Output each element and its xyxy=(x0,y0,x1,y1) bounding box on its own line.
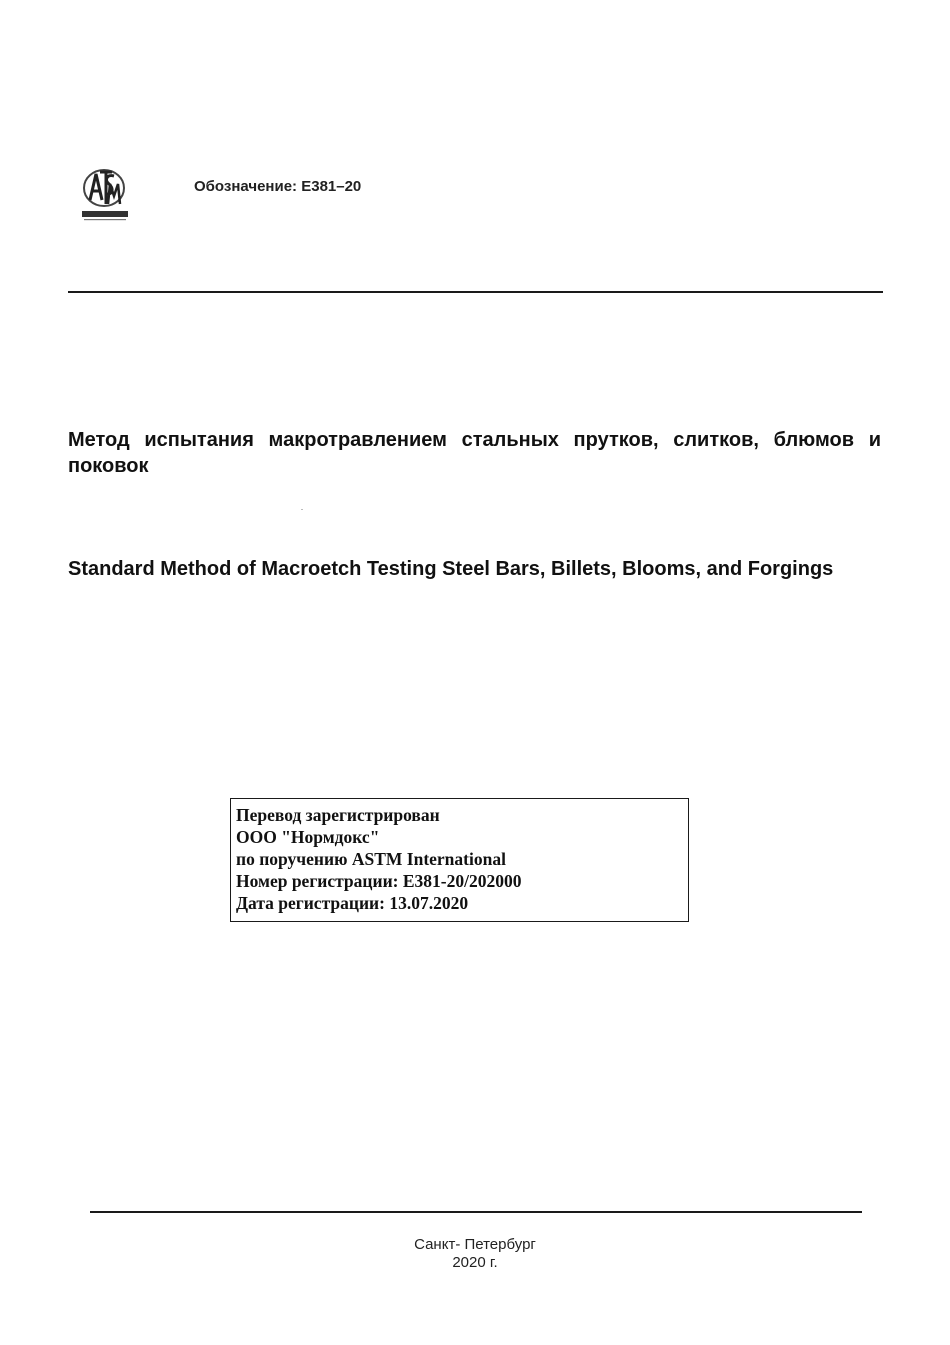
astm-logo-icon xyxy=(78,164,132,224)
title-russian: Метод испытания макротравлением стальных прутков, слитков, блюмов и поковок xyxy=(68,429,881,477)
title-english: Standard Method of Macroetch Testing Steel Bars, Billets, Blooms, and Forgings xyxy=(68,558,834,580)
registration-line: ООО "Нормдокс" xyxy=(236,827,380,847)
registration-line: Дата регистрации: 13.07.2020 xyxy=(236,893,469,913)
bottom-divider xyxy=(90,1211,862,1213)
top-divider xyxy=(68,291,883,293)
registration-line: Номер регистрации: E381-20/202000 xyxy=(236,871,522,891)
registration-line: по поручению ASTM International xyxy=(236,849,506,869)
document-designation: Обозначение: E381–20 xyxy=(194,178,362,195)
footer-city: Санкт- Петербург xyxy=(414,1236,536,1253)
registration-line: Перевод зарегистрирован xyxy=(236,805,440,825)
footer-year: 2020 г. xyxy=(452,1254,498,1271)
stray-mark xyxy=(301,509,303,510)
registration-box xyxy=(230,798,689,922)
